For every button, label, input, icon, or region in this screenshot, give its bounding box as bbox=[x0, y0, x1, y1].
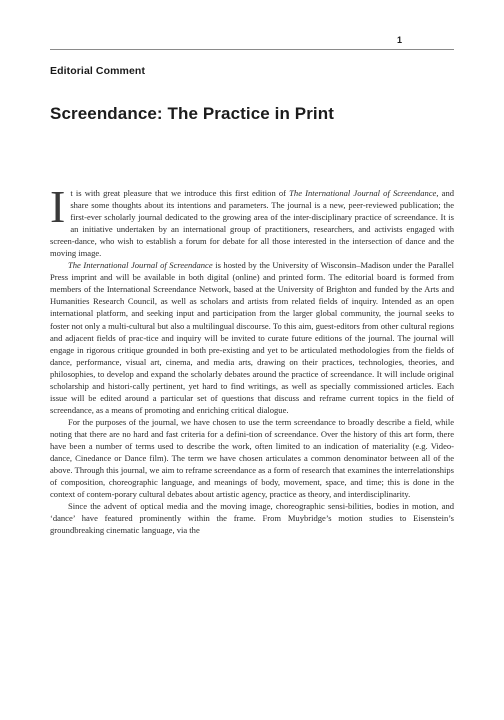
paragraph-1 bbox=[50, 181, 454, 259]
page-number: 1 bbox=[396, 35, 402, 45]
section-label: Editorial Comment bbox=[50, 65, 146, 77]
journal-title-italic: The International Journal of Screendance bbox=[68, 260, 213, 271]
paragraph-2 bbox=[50, 259, 454, 416]
header-rule bbox=[50, 49, 454, 50]
paragraph-1-text-b: , and share some thoughts about its intentions and parameters. The journal is a new, peer-reviewed publication; the first-ever scholarly journal dedicated to the growing area of the inter-disciplinary practice of screendance. It is an initiative undertaken by an international group of practitioners, researchers, and activists engaged with screen-dance, who wish to establish a forum for debate for all those interested in the intersection of dance and the moving image. bbox=[50, 188, 454, 259]
paragraph-4: Since the advent of optical media and the moving image, choreographic sensi-bilities, bodies in motion, and ‘dance’ have featured prominently within the frame. From Muybridge’s motion studies to Eisenstein’s groundbreaking cinematic language, via the bbox=[50, 501, 454, 536]
paragraph-1-text-a: t is with great pleasure that we introduce this first edition of bbox=[70, 188, 290, 198]
article-title: Screendance: The Practice in Print bbox=[50, 104, 334, 123]
paragraph-3: For the purposes of the journal, we have chosen to use the term screendance to broadly describe a field, while noting that there are no hard and fast criteria for a defini-tion of screendance. Over the history of this art form, there have been a number of terms used to describe the work, often limited to an indication of materiality (e.g. Video-dance, Cinedance or Dance film). The term we have chosen articulates a common denominator between all of the above. Through this journal, we aim to reframe screendance as a form of research that examines the interrelationships of composition, choreographic language, and meanings of body, movement, space, and time; this is done in the context of contem-porary cultural debates about artistic agency, practice as theory, and interdisciplinarity. bbox=[50, 416, 454, 500]
journal-title-italic: The International Journal of Screendance bbox=[289, 188, 437, 198]
paragraph-2-text: is hosted by the University of Wisconsin–Madison under the Parallel Press imprint and will be available in both digital (online) and printed form. The editorial board is formed from members of the International Screendance Network, based at the University of Brighton and funded by the Arts and Humanities Research Council, as well as scholars and artists from related fields of inquiry. Intended as an open international platform, and seeking input and participation from the larger global community, the journal seeks to foster not only a multi-cultural but also a multilingual discourse. To this aim, guest-editors from other cultural regions and adjacent fields of prac-tice and inquiry will be invited to curate future editions of the journal. The journal will engage in rigorous critique grounded in both pre-existing and yet to be articulated methodologies from the fields of dance, performance, visual art, cinema, and media arts, drawing on their practices, technologies, theories, and philosophies, to develop and expand the scholarly debates around the practice of screendance. It will include original scholarship and histori-cally pertinent, yet hard to find writings, as well as specially commissioned articles. Each issue will be edited around a particular set of questions that discuss and reframe current topics in the field of screendance, as a means of promoting and enriching critical dialogue. bbox=[50, 260, 454, 415]
drop-cap: I bbox=[50, 181, 66, 232]
article-body bbox=[50, 181, 454, 536]
